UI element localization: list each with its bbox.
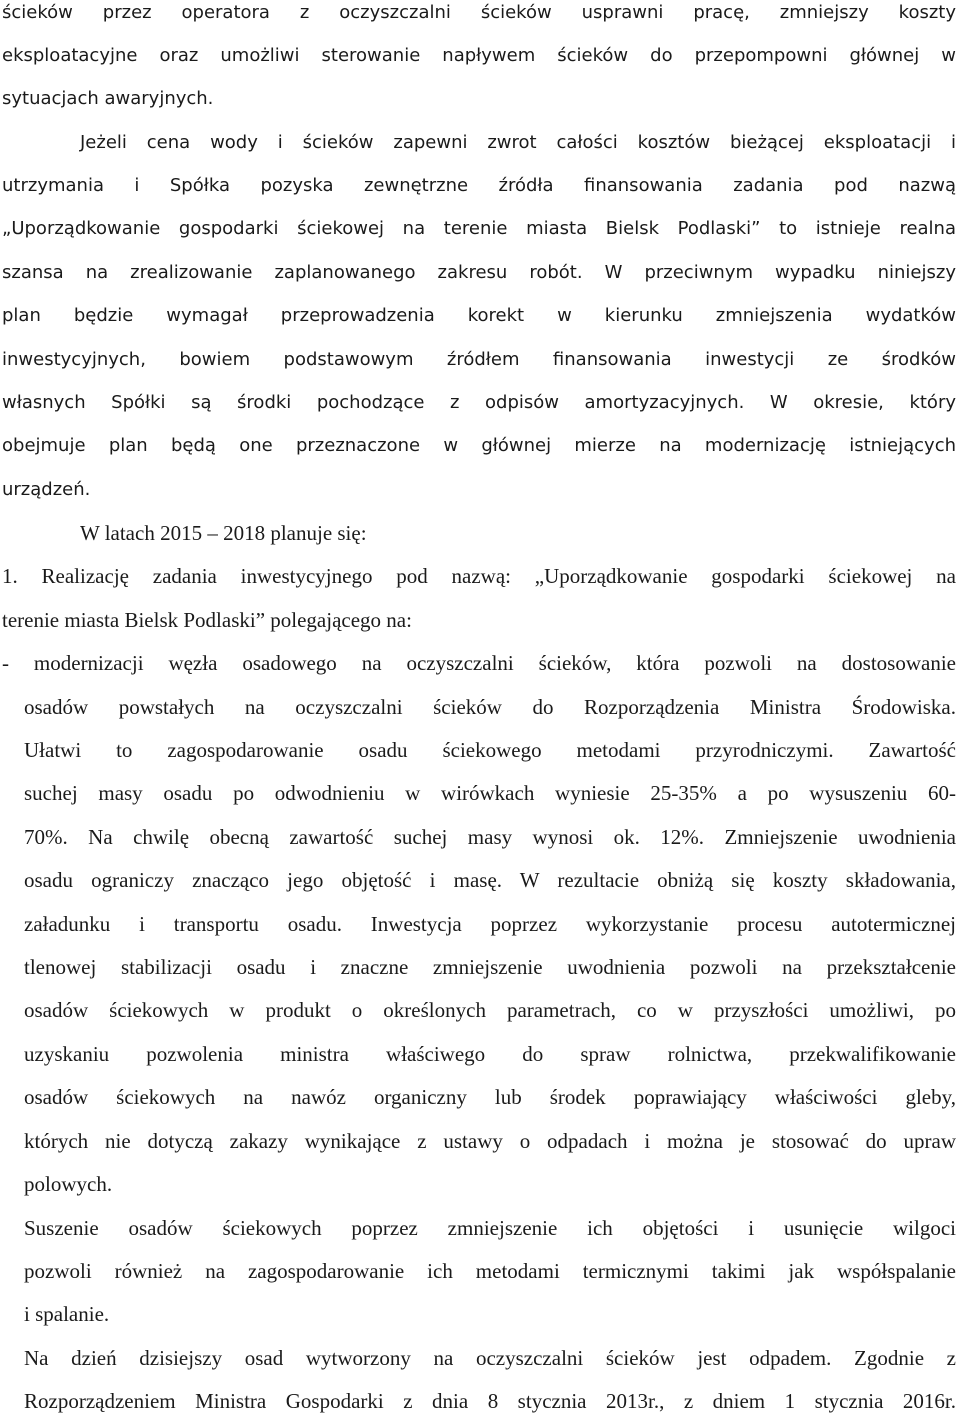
item-1-bullet-line-2: osadów powstałych na oczyszczalni ścieków do Rozporządzenia Ministra Środowiska. <box>24 695 956 719</box>
item-1-bullet-line-9: osadów ściekowych w produkt o określonych parametrach, co w przyszłości umożliwi, po <box>24 998 956 1022</box>
paragraph-2-line-1: Jeżeli cena wody i ścieków zapewni zwrot całości kosztów bieżącej eksploatacji i <box>80 132 956 153</box>
item-1-bullet-line-12: których nie dotyczą zakazy wynikające z ustawy o odpadach i można je stosować do upraw <box>24 1129 956 1153</box>
paragraph-2-line-3: „Uporządkowanie gospodarki ściekowej na terenie miasta Bielsk Podlaski” to istnieje realna <box>2 218 956 239</box>
item-1-bullet-line-4: suchej masy osadu po odwodnieniu w wirówkach wyniesie 25-35% a po wysuszeniu 60- <box>24 781 956 805</box>
item-1-bullet-line-3: Ułatwi to zagospodarowanie osadu ściekowego metodami przyrodniczymi. Zawartość <box>24 738 956 762</box>
item-1-bullet-line-13: polowych. <box>24 1172 113 1196</box>
paragraph-2-line-6: inwestycyjnych, bowiem podstawowym źródłem finansowania inwestycji ze środków <box>2 349 956 370</box>
paragraph-1-line-2: eksploatacyjne oraz umożliwi sterowanie napływem ścieków do przepompowni głównej w <box>2 45 956 66</box>
item-1-bullet-line-8: tlenowej stabilizacji osadu i znaczne zmniejszenie uwodnienia pozwoli na przekształcenie <box>24 955 956 979</box>
paragraph-2-line-7: własnych Spółki są środki pochodzące z odpisów amortyzacyjnych. W okresie, który <box>2 392 956 413</box>
paragraph-3-line-2: pozwoli również na zagospodarowanie ich metodami termicznymi takimi jak współspalanie <box>24 1259 956 1283</box>
paragraph-2-line-9: urządzeń. <box>2 479 91 500</box>
paragraph-1-line-3: sytuacjach awaryjnych. <box>2 88 214 109</box>
paragraph-2-line-5: plan będzie wymagał przeprowadzenia korekt w kierunku zmniejszenia wydatków <box>2 305 956 326</box>
paragraph-2-line-2: utrzymania i Spółka pozyska zewnętrzne źródła finansowania zadania pod nazwą <box>2 175 956 196</box>
plan-heading: W latach 2015 – 2018 planuje się: <box>80 521 367 545</box>
item-1-bullet-line-5: 70%. Na chwilę obecną zawartość suchej masy wynosi ok. 12%. Zmniejszenie uwodnienia <box>24 825 956 849</box>
paragraph-2-line-4: szansa na zrealizowanie zaplanowanego zakresu robót. W przeciwnym wypadku niniejszy <box>2 262 956 283</box>
paragraph-1-line-1: ścieków przez operatora z oczyszczalni ścieków usprawni pracę, zmniejszy koszty <box>2 2 956 23</box>
item-1-bullet-line-11: osadów ściekowych na nawóz organiczny lub środek poprawiający właściwości gleby, <box>24 1085 956 1109</box>
paragraph-4-line-1: Na dzień dzisiejszy osad wytworzony na oczyszczalni ścieków jest odpadem. Zgodnie z <box>24 1346 956 1370</box>
paragraph-4-line-2: Rozporządzeniem Ministra Gospodarki z dnia 8 stycznia 2013r., z dniem 1 stycznia 2016r. <box>24 1389 956 1413</box>
item-1-bullet-line-10: uzyskaniu pozwolenia ministra właściwego do spraw rolnictwa, przekwalifikowanie <box>24 1042 956 1066</box>
item-1-line-2: terenie miasta Bielsk Podlaski” polegającego na: <box>2 608 412 632</box>
item-1-bullet-line-1: - modernizacji węzła osadowego na oczyszczalni ścieków, która pozwoli na dostosowanie <box>2 651 956 675</box>
item-1-bullet-line-7: załadunku i transportu osadu. Inwestycja poprzez wykorzystanie procesu autotermicznej <box>24 912 956 936</box>
paragraph-3-line-1: Suszenie osadów ściekowych poprzez zmniejszenie ich objętości i usunięcie wilgoci <box>24 1216 956 1240</box>
paragraph-3-line-3: i spalanie. <box>24 1302 110 1326</box>
item-1-line-1: 1. Realizację zadania inwestycyjnego pod nazwą: „Uporządkowanie gospodarki ściekowej na <box>2 564 956 588</box>
paragraph-2-line-8: obejmuje plan będą one przeznaczone w głównej mierze na modernizację istniejących <box>2 435 956 456</box>
item-1-bullet-line-6: osadu ograniczy znacząco jego objętość i masę. W rezultacie obniżą się koszty składowania, <box>24 868 956 892</box>
